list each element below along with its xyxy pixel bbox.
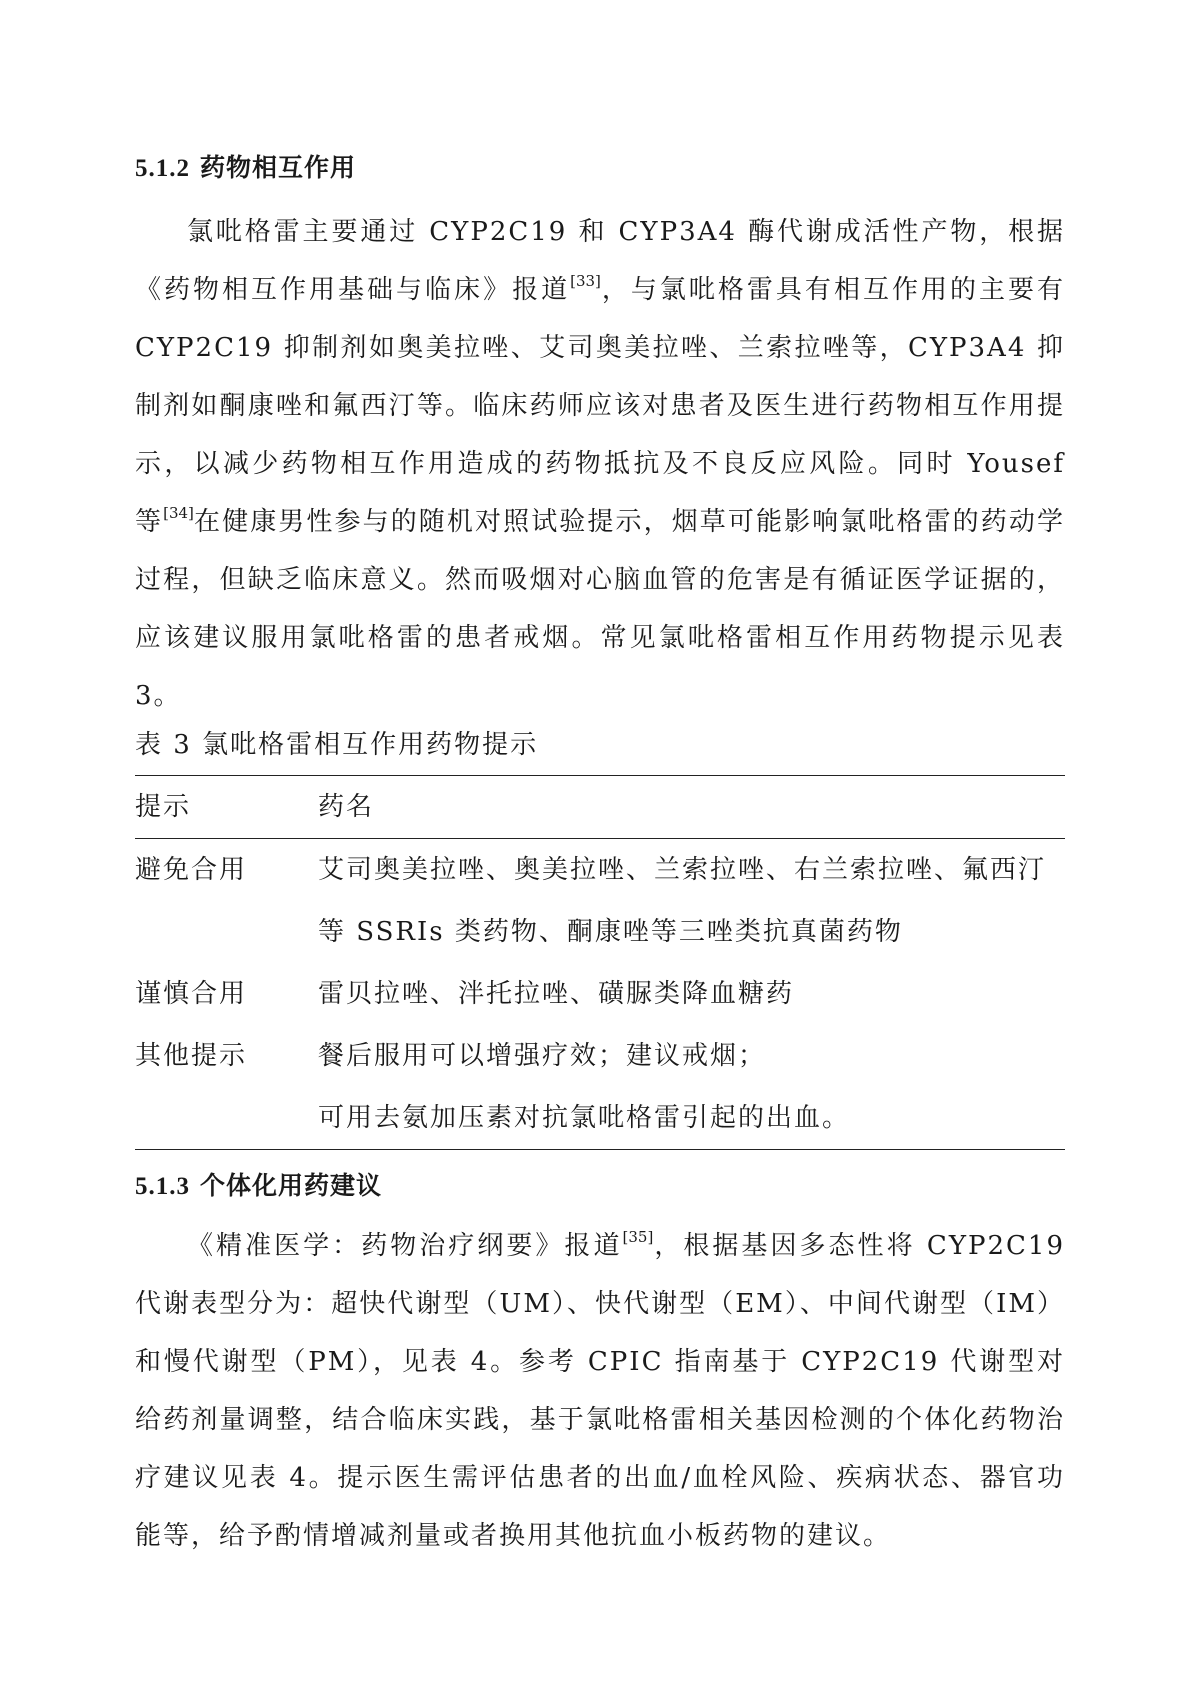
row-value: [318, 963, 1065, 1025]
section-heading-5-1-2: [135, 150, 1065, 187]
row-label: 谨慎合用: [135, 979, 248, 1009]
interaction-table: [135, 775, 1065, 1150]
citation-ref: [34]: [163, 504, 194, 522]
row-label: 其他提示: [135, 1041, 248, 1071]
table-caption: 表 3 氯吡格雷相互作用药物提示: [135, 730, 539, 760]
table-header-row: [135, 776, 1065, 839]
paragraph-individualized-dosing: [135, 1217, 1065, 1565]
row-value-line: 可用去氨加压素对抗氯吡格雷引起的出血。: [318, 1103, 851, 1133]
row-value-line: 雷贝拉唑、泮托拉唑、磺脲类降血糖药: [318, 979, 795, 1009]
table-row: [135, 963, 1065, 1025]
section-title: 个体化用药建议: [200, 1171, 383, 1200]
table-row: [135, 839, 1065, 963]
row-value: [318, 839, 1065, 963]
citation-ref: [35]: [622, 1228, 654, 1246]
row-value: [318, 1025, 1065, 1149]
paragraph-text: ，与氯吡格雷具有相互作用的主要有 CYP2C19 抑制剂如奥美拉唑、艾司奥美拉唑、兰索拉唑等，CYP3A4 抑制剂如酮康唑和氟西汀等。临床药师应该对患者及医生进行药物相互作用提示，以减少药物相互作用造成的药物抵抗及不良反应风险。同时 Yousef 等: [135, 275, 1065, 537]
citation-ref: [33]: [570, 272, 601, 290]
row-value-line: 等 SSRIs 类药物、酮康唑等三唑类抗真菌药物: [318, 917, 903, 947]
document-page: [135, 150, 1065, 1565]
row-label: 避免合用: [135, 855, 248, 885]
paragraph-drug-interactions: [135, 203, 1065, 725]
section-title: 药物相互作用: [200, 153, 357, 182]
table-header-cell: 提示: [135, 792, 192, 822]
section-number: 5.1.3: [135, 1173, 190, 1200]
section-number: 5.1.2: [135, 155, 190, 182]
table-header-cell: 药名: [318, 792, 375, 822]
row-value-line: 餐后服用可以增强疗效；建议戒烟；: [318, 1041, 767, 1071]
table-row: [135, 1025, 1065, 1149]
paragraph-text: ，根据基因多态性将 CYP2C19 代谢表型分为：超快代谢型（UM）、快代谢型（EM）、中间代谢型（IM）和慢代谢型（PM），见表 4。参考 CPIC 指南基于 CYP2C19 代谢型对给药剂量调整，结合临床实践，基于氯吡格雷相关基因检测的个体化药物治疗建议见表 4。提示医生需评估患者的出血/血栓风险、疾病状态、器官功能等，给予酌情增减剂量或者换用其他抗血小板药物的建议。: [135, 1231, 1065, 1551]
paragraph-text: 《精准医学：药物治疗纲要》报道: [187, 1231, 623, 1261]
row-value-line: 艾司奥美拉唑、奥美拉唑、兰索拉唑、右兰索拉唑、氟西汀: [318, 855, 1047, 885]
paragraph-text: 在健康男性参与的随机对照试验提示，烟草可能影响氯吡格雷的药动学过程，但缺乏临床意义。然而吸烟对心脑血管的危害是有循证医学证据的，应该建议服用氯吡格雷的患者戒烟。常见氯吡格雷相互作用药物提示见表 3。: [135, 507, 1065, 711]
paragraph-text: 氯吡格雷主要通过 CYP2C19 和 CYP3A4 酶代谢成活性产物，根据《药物相互作用基础与临床》报道: [135, 217, 1065, 305]
section-heading-5-1-3: [135, 1168, 1065, 1205]
